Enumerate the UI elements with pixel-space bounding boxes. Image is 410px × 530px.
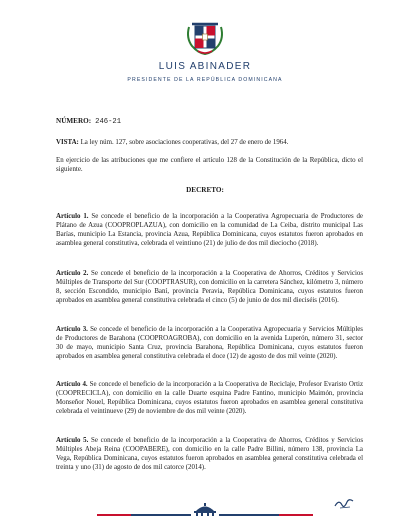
article-2-text: Se concede el beneficio de la incorporación a la Cooperativa de Ahorros, Créditos y Servicios Múltiples de Transporte del Sur (COOPTRASUR), con domicilio en la carretera Sánchez, kilómetro 3, número 8, sección Escondido, municipio Baní, provincia Peravia, República Dominicana, cuyos estatutos fueron aprobados en asamblea general constitutiva celebrada el cinco (5) de junio de dos mil dieciséis (2016). — [56, 270, 363, 304]
footer-blue-bar-left — [131, 514, 191, 516]
article-5-text: Se concede el beneficio de la incorporación a la Cooperativa de Ahorros, Créditos y Servicios Múltiples Abeja Reina (COOPABERE), con domicilio en la calle Padre Billini, número 138, provincia La Vega, República Dominicana, cuyos estatutos fueron aprobados en asamblea general constitutiva celebrada el treinta y uno (31) de agosto de dos mil catorce (2014). — [56, 437, 363, 471]
decree-number — [56, 117, 121, 126]
footer-red-bar-right — [279, 514, 313, 516]
article-5-label: Artículo 5. — [56, 437, 89, 444]
vista-text: La ley núm. 127, sobre asociaciones cooperativas, del 27 de enero de 1964. — [78, 139, 289, 146]
article-3-paragraph — [56, 326, 363, 362]
vista-label: VISTA: — [56, 139, 79, 146]
coat-of-arms-seal-icon — [184, 14, 226, 56]
president-name: LUIS ABINADER — [158, 61, 252, 72]
article-4-text: Se concede el beneficio de la incorporación a la Cooperativa de Reciclaje, Profesor Evaristo Ortiz (COOPRECICLA), con domicilio en la calle Duarte esquina Padre Fantino, municipio Maimón, provincia Monseñor Nouel, República Dominicana, cuyos estatutos fueron aprobados en asamblea general constitutiva celebrada el veintinueve (29) de noviembre de dos mil veinte (2020). — [56, 381, 363, 415]
national-palace-icon — [192, 503, 218, 517]
decreto-heading: DECRETO: — [186, 186, 224, 194]
article-1-paragraph — [56, 213, 363, 249]
signature-initial-icon — [333, 497, 355, 511]
article-3-label: Artículo 3. — [56, 326, 88, 333]
article-5-paragraph — [56, 437, 363, 473]
article-4-label: Artículo 4. — [56, 381, 88, 388]
article-3-text: Se concede el beneficio de la incorporación a la Cooperativa Agropecuaria y Servicios Múltiples de Productores de Barahona (COOPROAGROBA), con domicilio en la avenida Luperón, número 31, sector 30 de mayo, municipio Santa Cruz, provincia Barahona, República Dominicana, cuyos estatutos fueron aprobados en asamblea general constitutiva celebrada el doce (12) de agosto de dos mil veinte (2020). — [56, 326, 363, 360]
president-title: PRESIDENTE DE LA REPÚBLICA DOMINICANA — [127, 77, 283, 83]
article-1-text: Se concede el beneficio de la incorporación a la Cooperativa Agropecuaria de Productores de Plátano de Azua (COOPROPLAZUA), con domicilio en la comunidad de La Ceiba, distrito municipal Las Barías, municipio La Estancia, provincia Azua, República Dominicana, cuyos estatutos fueron aprobados en asamblea general constitutiva, celebrada el veintiuno (21) de julio de dos mil dieciocho (2018). — [56, 213, 363, 247]
article-1-label: Artículo 1. — [56, 213, 89, 220]
footer-blue-bar-right — [219, 514, 279, 516]
article-2-label: Artículo 2. — [56, 270, 89, 277]
decree-number-value: 246-21 — [95, 118, 122, 126]
decree-number-label: NÚMERO: — [56, 117, 92, 125]
article-4-paragraph — [56, 381, 363, 417]
vista-paragraph — [56, 139, 363, 148]
footer-red-bar-left — [97, 514, 131, 516]
preamble-paragraph: En ejercicio de las atribuciones que me confiere el artículo 128 de la Constitución de la República, dicto el siguiente. — [56, 157, 363, 173]
article-2-paragraph — [56, 270, 363, 306]
